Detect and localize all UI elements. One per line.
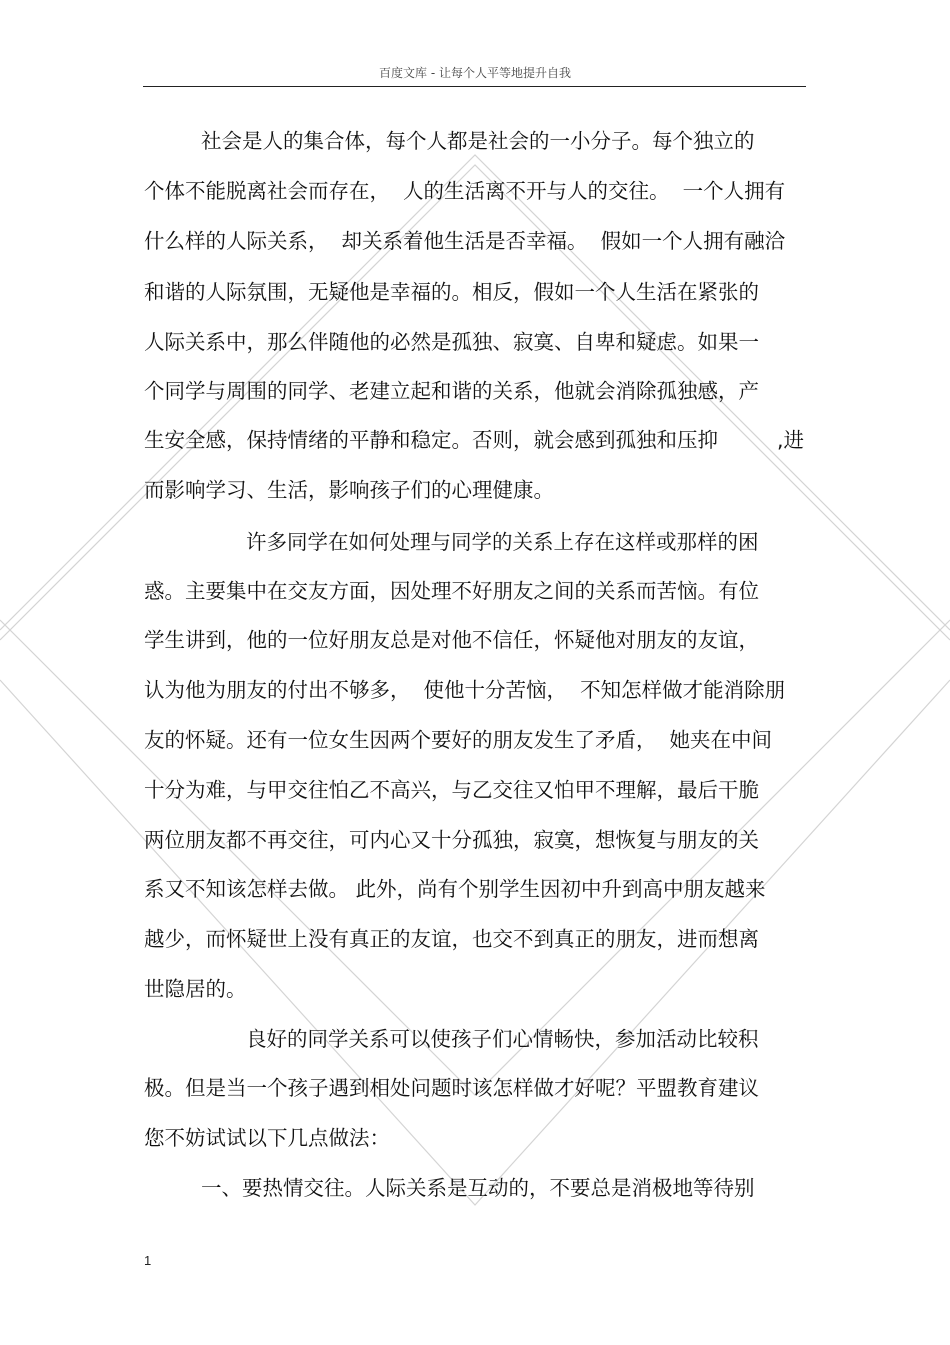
line-text: 和谐的人际氛围，无疑他是幸福的。相反，假如一个人生活在紧张的 [144, 280, 759, 304]
text-line [0, 1014, 950, 1064]
text-line [0, 615, 950, 665]
line-text: 越少，而怀疑世上没有真正的友谊，也交不到真正的朋友，进而想离 [144, 927, 759, 951]
line-text: 学生讲到，他的一位好朋友总是对他不信任，怀疑他对朋友的友谊， [144, 628, 759, 652]
line-text: 十分为难，与甲交往怕乙不高兴，与乙交往又怕甲不理解，最后干脆 [144, 778, 759, 802]
text-line [0, 914, 950, 964]
line-text: 许多同学在如何处理与同学的关系上存在这样或那样的困 [246, 530, 759, 554]
line-text: 个体不能脱离社会而存在， 人的生活离不开与人的交往。 一个人拥有 [144, 179, 786, 203]
text-line [0, 1163, 950, 1213]
text-line [0, 465, 950, 515]
text-line [0, 566, 950, 616]
line-text: 极。但是当一个孩子遇到相处问题时该怎样做才好呢？平盟教育建议 [144, 1076, 759, 1100]
text-line [0, 964, 950, 1014]
text-line [0, 765, 950, 815]
header-divider [143, 86, 806, 87]
line-text: 友的怀疑。还有一位女生因两个要好的朋友发生了矛盾， 她夹在中间 [144, 728, 773, 752]
text-line [0, 715, 950, 765]
page-header: 百度文库 - 让每个人平等地提升自我 [379, 66, 571, 80]
text-line [0, 665, 950, 715]
line-text: 社会是人的集合体，每个人都是社会的一小分子。每个独立的 [201, 129, 755, 153]
text-line [0, 815, 950, 865]
text-line [0, 864, 950, 914]
text-line [0, 517, 950, 567]
text-line [0, 116, 950, 166]
text-line [0, 317, 950, 367]
line-text: 生安全感，保持情绪的平静和稳定。否则，就会感到孤独和压抑 [144, 428, 718, 452]
line-text: 认为他为朋友的付出不够多， 使他十分苦恼， 不知怎样做才能消除朋 [144, 678, 786, 702]
line-text: 什么样的人际关系， 却关系着他生活是否幸福。 假如一个人拥有融洽 [144, 229, 786, 253]
page-number: 1 [144, 1253, 152, 1268]
line-text: 您不妨试试以下几点做法： [144, 1126, 390, 1150]
text-line [0, 216, 950, 266]
text-line [0, 415, 950, 465]
line-text: 良好的同学关系可以使孩子们心情畅快，参加活动比较积 [246, 1027, 759, 1051]
line-text: 一、要热情交往。人际关系是互动的，不要总是消极地等待别 [201, 1176, 755, 1200]
text-line [0, 1113, 950, 1163]
text-line [0, 1063, 950, 1113]
line-text: 系又不知该怎样去做。 此外，尚有个别学生因初中升到高中朋友越来 [144, 877, 766, 901]
text-line [0, 366, 950, 416]
text-line [0, 166, 950, 216]
text-line [0, 267, 950, 317]
line-text: 两位朋友都不再交往，可内心又十分孤独，寂寞，想恢复与朋友的关 [144, 828, 759, 852]
line-text: 人际关系中，那么伴随他的必然是孤独、寂寞、自卑和疑虑。如果一 [144, 330, 759, 354]
line-text-tail: ,进 [777, 428, 805, 452]
line-text: 世隐居的。 [144, 977, 247, 1001]
line-text: 惑。主要集中在交友方面，因处理不好朋友之间的关系而苦恼。有位 [144, 579, 759, 603]
line-text: 个同学与周围的同学、老建立起和谐的关系，他就会消除孤独感，产 [144, 379, 759, 403]
line-text: 而影响学习、生活，影响孩子们的心理健康。 [144, 478, 554, 502]
